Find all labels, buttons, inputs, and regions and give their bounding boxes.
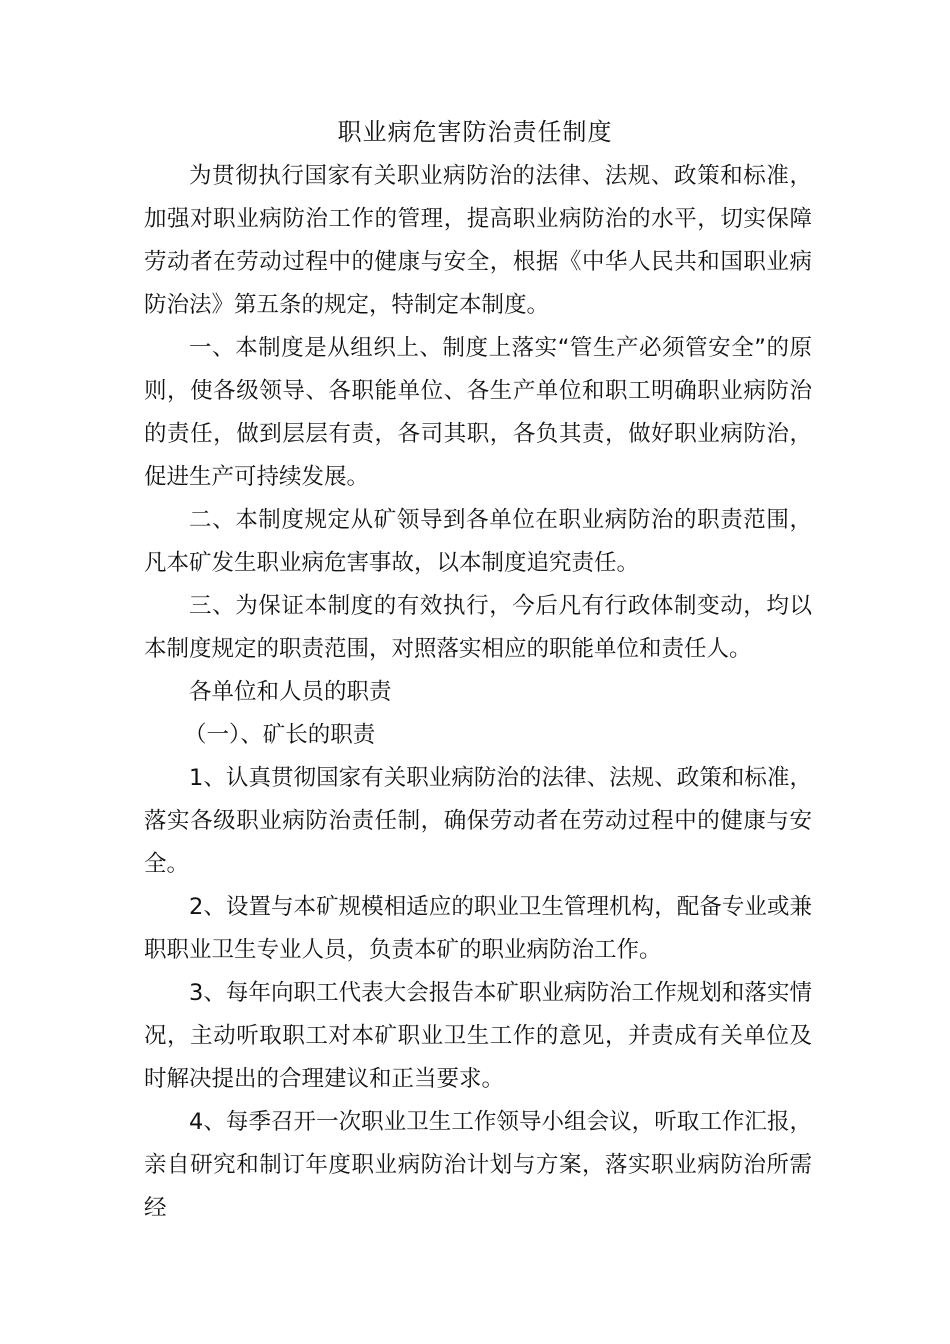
clause-1-paragraph: 一、本制度是从组织上、制度上落实“管生产必须管安全”的原则，使各级领导、各职能单位、各生产单位和职工明确职业病防治的责任，做到层层有责，各司其职，各负其责，做好职业病防治，促进生产可持续发展。 [144,335,812,490]
subsection-heading: （一）、矿长的职责 [184,722,376,748]
document-body [144,155,812,1230]
intro-paragraph: 为贯彻执行国家有关职业病防治的法律、法规、政策和标准，加强对职业病防治工作的管理，提高职业病防治的水平，切实保障劳动者在劳动过程中的健康与安全，根据《中华人民共和国职业病防治法》第五条的规定，特制定本制度。 [144,163,812,318]
duty-item-1: 1、认真贯彻国家有关职业病防治的法律、法规、政策和标准，落实各级职业病防治责任制，确保劳动者在劳动过程中的健康与安全。 [144,765,812,877]
duty-item-3: 3、每年向职工代表大会报告本矿职业病防治工作规划和落实情况，主动听取职工对本矿职业卫生工作的意见，并责成有关单位及时解决提出的合理建议和正当要求。 [144,980,812,1092]
document-title: 职业病危害防治责任制度 [337,118,613,146]
clause-3-paragraph: 三、为保证本制度的有效执行，今后凡有行政体制变动，均以本制度规定的职责范围，对照落实相应的职能单位和责任人。 [144,593,812,662]
duty-item-4: 4、每季召开一次职业卫生工作领导小组会议，听取工作汇报，亲自研究和制订年度职业病防治计划与方案，落实职业病防治所需经 [144,1109,812,1221]
duty-item-2: 2、设置与本矿规模相适应的职业卫生管理机构，配备专业或兼职职业卫生专业人员，负责本矿的职业病防治工作。 [144,894,812,963]
clause-2-paragraph: 二、本制度规定从矿领导到各单位在职业病防治的职责范围，凡本矿发生职业病危害事故，以本制度追究责任。 [144,507,812,576]
section-heading: 各单位和人员的职责 [189,679,392,705]
